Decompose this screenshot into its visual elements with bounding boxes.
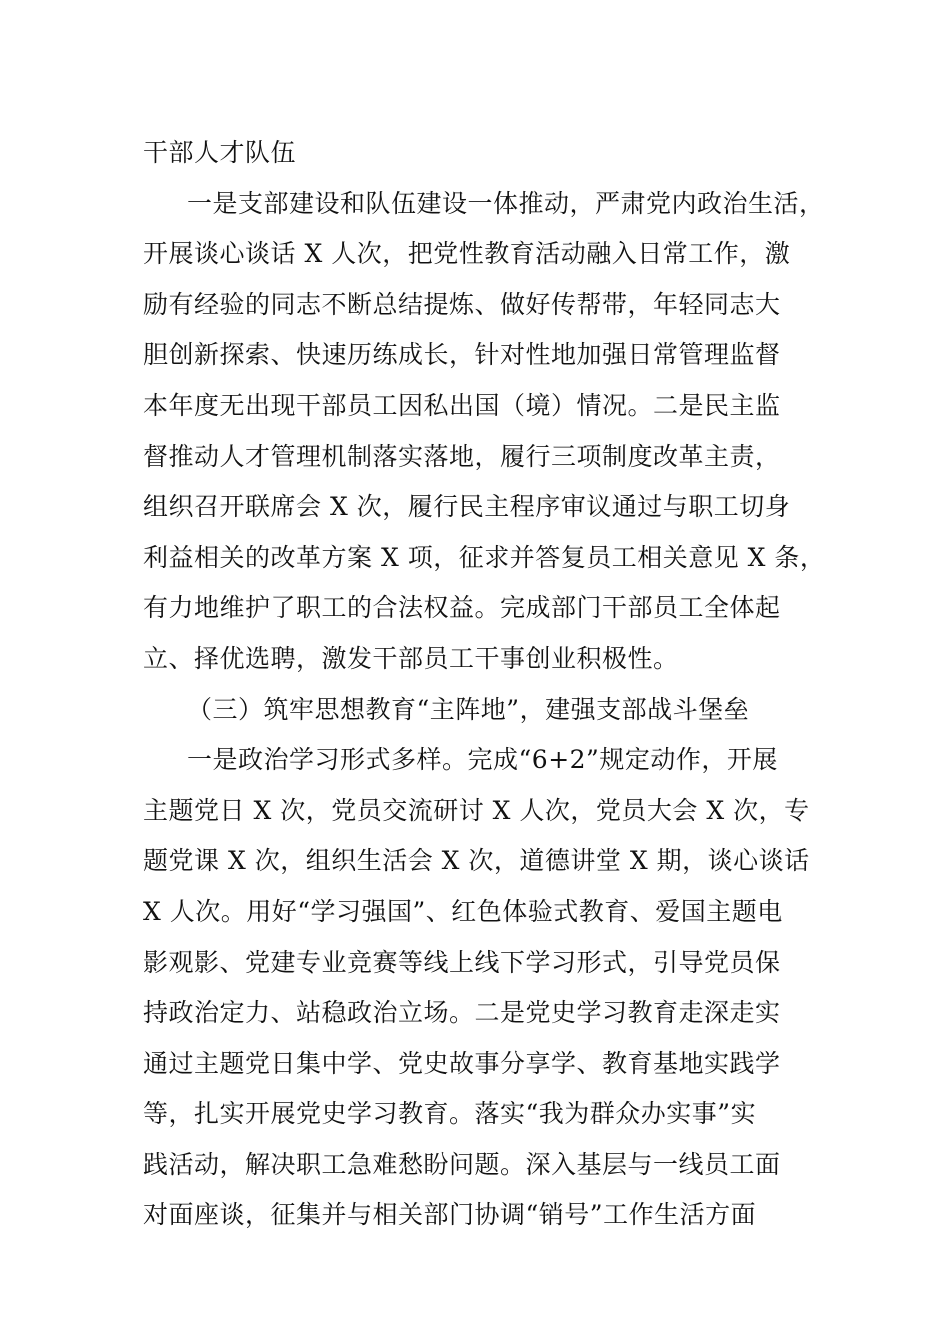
text-line: 持政治定力、站稳政治立场。二是党史学习教育走深走实	[143, 998, 781, 1028]
text-line: 通过主题党日集中学、党史故事分享学、教育基地实践学	[143, 1048, 781, 1078]
text-line: 干部人才队伍	[143, 138, 297, 167]
text-line: 立、择优选聘，激发干部员工干事创业积极性。	[143, 643, 679, 673]
text-line: 影观影、党建专业竞赛等线上线下学习形式，引导党员保	[143, 947, 781, 977]
text-line: 本年度无出现干部员工因私出国（境）情况。二是民主监	[143, 390, 781, 420]
section-heading: （三）筑牢思想教育“主阵地”，建强支部战斗堡垒	[187, 694, 750, 724]
text-line: 一是支部建设和队伍建设一体推动，严肃党内政治生活，	[187, 188, 825, 218]
text-line: 督推动人才管理机制落实落地，履行三项制度改革主责，	[143, 441, 781, 471]
text-line: 对面座谈，征集并与相关部门协调“销号”工作生活方面	[143, 1200, 757, 1230]
text-line: 一是政治学习形式多样。完成“6+2”规定动作，开展	[187, 745, 778, 775]
text-line: 胆创新探索、快速历练成长，针对性地加强日常管理监督	[143, 340, 781, 370]
text-line: 题党课 X 次，组织生活会 X 次，道德讲堂 X 期，谈心谈话	[143, 846, 810, 876]
text-line: 利益相关的改革方案 X 项，征求并答复员工相关意见 X 条，	[143, 542, 826, 572]
text-line: 励有经验的同志不断总结提炼、做好传帮带，年轻同志大	[143, 289, 781, 319]
text-line: 开展谈心谈话 X 人次，把党性教育活动融入日常工作，激	[143, 239, 791, 269]
document-body	[143, 128, 833, 1241]
text-line: 组织召开联席会 X 次，履行民主程序审议通过与职工切身	[143, 492, 791, 522]
text-line: 有力地维护了职工的合法权益。完成部门干部员工全体起	[143, 593, 781, 623]
text-line: 主题党日 X 次，党员交流研讨 X 人次，党员大会 X 次，专	[143, 795, 810, 825]
text-line: 等，扎实开展党史学习教育。落实“我为群众办实事”实	[143, 1099, 757, 1129]
text-line: 践活动，解决职工急难愁盼问题。深入基层与一线员工面	[143, 1149, 781, 1179]
text-line: X 人次。用好“学习强国”、红色体验式教育、爱国主题电	[143, 896, 783, 926]
